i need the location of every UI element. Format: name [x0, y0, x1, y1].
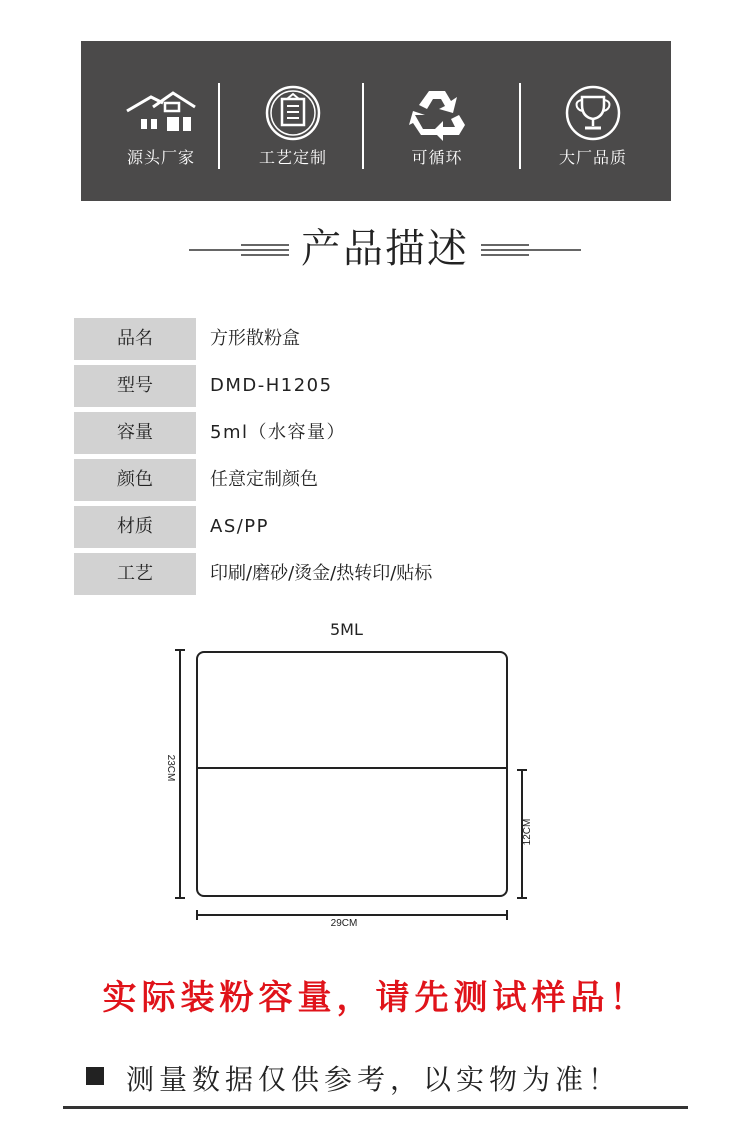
spec-key: 颜色	[74, 459, 196, 501]
spec-value: DMD-H1205	[210, 375, 333, 396]
houses-icon	[123, 85, 199, 141]
spec-value: AS/PP	[210, 516, 270, 537]
spec-key: 型号	[74, 365, 196, 407]
feature-label: 可循环	[411, 148, 463, 167]
separator	[519, 83, 521, 169]
spec-value: 任意定制颜色	[210, 469, 318, 490]
bullet-square-icon	[86, 1067, 104, 1085]
spec-key: 材质	[74, 506, 196, 548]
spec-key: 品名	[74, 318, 196, 360]
spec-value: 印刷/磨砂/烫金/热转印/贴标	[210, 563, 433, 584]
section-heading	[0, 224, 751, 280]
heading-left-decoration	[189, 234, 289, 266]
measurement-note	[86, 1058, 621, 1098]
feature-source-factory	[91, 41, 231, 201]
heading-right-decoration	[481, 234, 581, 266]
feature-label: 工艺定制	[258, 148, 327, 167]
spec-row-process	[74, 553, 554, 595]
separator	[218, 83, 220, 169]
spec-key: 工艺	[74, 553, 196, 595]
spec-row-name	[74, 318, 554, 360]
spec-row-capacity	[74, 412, 554, 454]
spec-table	[74, 318, 554, 600]
feature-label: 大厂品质	[558, 148, 627, 167]
dimension-drawing	[0, 610, 751, 940]
feature-label: 源头厂家	[126, 148, 195, 167]
spec-value: 5ml（水容量）	[210, 422, 346, 443]
spec-key: 容量	[74, 412, 196, 454]
bottom-rule	[63, 1106, 688, 1109]
feature-quality	[523, 41, 663, 201]
trophy-icon	[563, 85, 623, 145]
capacity-warning: 实际装粉容量，请先测试样品！	[102, 978, 649, 1018]
separator	[362, 83, 364, 169]
spec-row-material	[74, 506, 554, 548]
box-outline-drawing	[0, 610, 751, 940]
note-text: 测量数据仅供参考，以实物为准！	[126, 1063, 622, 1096]
feature-customization	[223, 41, 363, 201]
recycle-icon	[407, 85, 467, 145]
spec-value: 方形散粉盒	[210, 328, 300, 349]
spec-row-color	[74, 459, 554, 501]
height-lower-label: 12CM	[522, 818, 533, 846]
width-label: 29CM	[330, 918, 358, 929]
feature-banner	[81, 41, 671, 201]
feature-recyclable	[367, 41, 507, 201]
section-title: 产品描述	[301, 226, 469, 272]
capacity-label: 5ML	[330, 620, 363, 639]
height-total-label: 23CM	[165, 754, 176, 782]
document-frame-icon	[261, 85, 325, 145]
spec-row-model	[74, 365, 554, 407]
